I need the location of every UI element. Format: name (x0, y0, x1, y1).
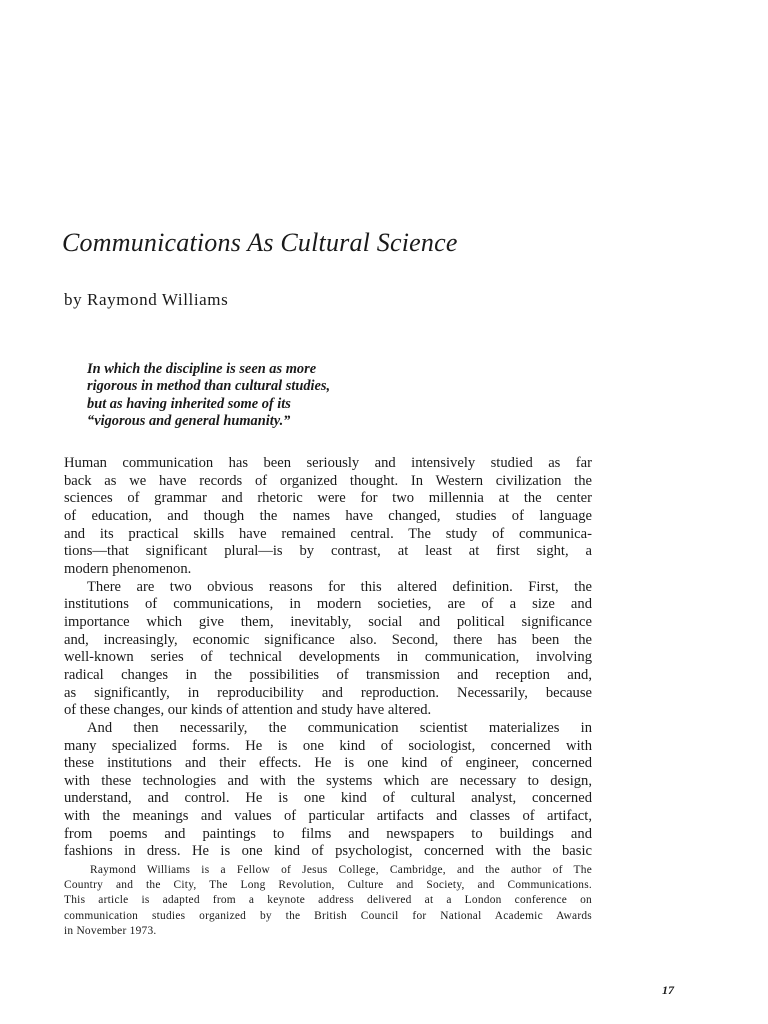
body-line: with the meanings and values of particular artifacts and classes of artifact, (64, 808, 592, 825)
body-line: importance which give them, inevitably, social and political significance (64, 613, 592, 630)
body-line: back as we have records of organized thought. In Western civilization the (64, 472, 592, 489)
body-line: understand, and control. He is one kind of cultural analyst, concerned (64, 790, 592, 807)
body-line: from poems and paintings to films and newspapers to buildings and (64, 825, 592, 842)
page-number: 17 (662, 983, 674, 997)
body-line: of education, and though the names have changed, studies of language (64, 507, 592, 524)
body-paragraph-1 (64, 455, 592, 579)
footnote-line: communication studies organized by the British Council for National Academic Awards (64, 909, 592, 922)
article-byline: by Raymond Williams (64, 290, 229, 309)
body-line: well-known series of technical developments in communication, involving (64, 649, 592, 666)
abstract-line: “vigorous and general humanity.” (87, 413, 291, 430)
body-line: many specialized forms. He is one kind of sociologist, concerned with (64, 737, 592, 754)
article-title: Communications As Cultural Science (62, 228, 458, 257)
article-body (64, 455, 592, 861)
body-paragraph-3 (64, 720, 592, 861)
abstract-line: In which the discipline is seen as more (87, 361, 317, 377)
body-line: fashions in dress. He is one kind of psychologist, concerned with the basic (64, 843, 592, 860)
body-line: And then necessarily, the communication scientist materializes in (87, 719, 592, 736)
body-line: with these technologies and with the systems which are necessary to design, (64, 772, 592, 789)
body-line: There are two obvious reasons for this altered definition. First, the (87, 578, 592, 595)
body-line: Human communication has been seriously and intensively studied as far (64, 455, 592, 471)
body-paragraph-2 (64, 579, 592, 720)
body-line: and, increasingly, economic significance also. Second, there has been the (64, 631, 592, 648)
body-line: and its practical skills have remained central. The study of communica- (64, 525, 592, 542)
body-line: as significantly, in reproducibility and reproduction. Necessarily, because (64, 684, 592, 701)
footnote-line: This article is adapted from a keynote address delivered at a London conference on (64, 894, 592, 907)
body-line: these institutions and their effects. He is one kind of engineer, concerned (64, 755, 592, 772)
footnote-line: Raymond Williams is a Fellow of Jesus College, Cambridge, and the author of The (90, 864, 592, 876)
body-line: institutions of communications, in modern societies, are of a size and (64, 596, 592, 613)
article-abstract (87, 361, 407, 431)
abstract-line: but as having inherited some of its (87, 395, 291, 412)
body-line: modern phenomenon. (64, 560, 192, 577)
body-line: sciences of grammar and rhetoric were for two millennia at the center (64, 490, 592, 507)
body-line: tions—that significant plural—is by contrast, at least at first sight, a (64, 543, 592, 560)
body-line: of these changes, our kinds of attention and study have altered. (64, 702, 432, 719)
footnote-line: in November 1973. (64, 924, 157, 937)
author-footnote (64, 863, 592, 939)
abstract-line: rigorous in method than cultural studies, (87, 378, 331, 395)
footnote-line: Country and the City, The Long Revolution, Culture and Society, and Communications. (64, 879, 592, 892)
body-line: radical changes in the possibilities of transmission and reception and, (64, 666, 592, 683)
